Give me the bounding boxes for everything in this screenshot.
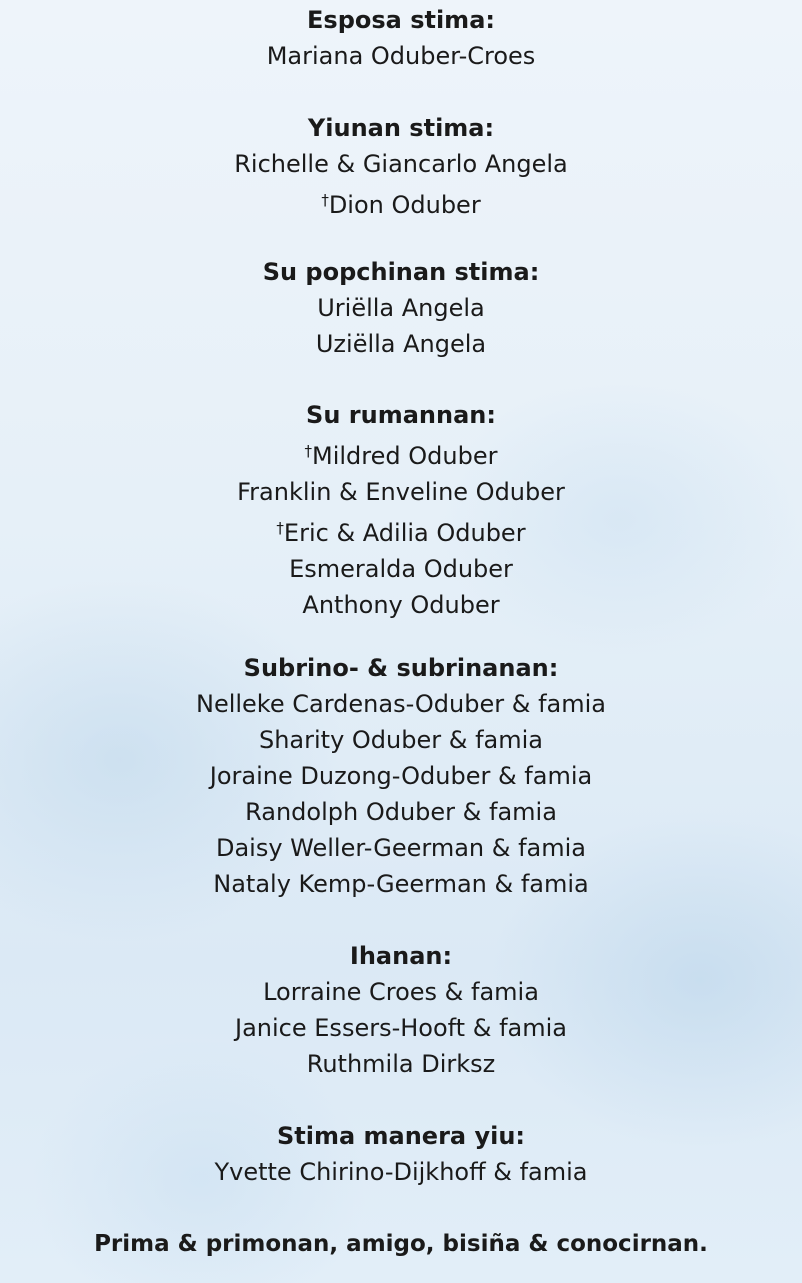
name-line bbox=[0, 551, 802, 587]
dagger-mark: † bbox=[276, 519, 284, 537]
name-line bbox=[0, 326, 802, 362]
section-heading: Su rumannan: bbox=[306, 401, 496, 429]
closing-line: Prima & primonan, amigo, bisiña & conocirnan. bbox=[94, 1231, 708, 1257]
name-text: Sharity Oduber & famia bbox=[258, 726, 543, 754]
name-line bbox=[0, 830, 802, 866]
name-line bbox=[0, 1154, 802, 1190]
name-line bbox=[0, 587, 802, 623]
section-yiunan-stima bbox=[0, 110, 802, 223]
name-text: Daisy Weller-Geerman & famia bbox=[215, 834, 586, 862]
name-line bbox=[0, 474, 802, 510]
name-text: Mariana Oduber-Croes bbox=[266, 42, 536, 70]
name-text: Esmeralda Oduber bbox=[289, 555, 513, 583]
name-text: Janice Essers-Hooft & famia bbox=[235, 1014, 567, 1042]
section-su-popchinan-stima bbox=[0, 254, 802, 362]
name-text: Franklin & Enveline Oduber bbox=[237, 478, 565, 506]
dagger-mark: † bbox=[304, 442, 313, 460]
section-heading: Ihanan: bbox=[349, 942, 453, 970]
section-heading: Yiunan stima: bbox=[307, 114, 495, 142]
section-heading: Stima manera yiu: bbox=[276, 1122, 526, 1150]
name-line bbox=[0, 1046, 802, 1082]
name-text: Anthony Oduber bbox=[302, 591, 500, 619]
name-line bbox=[0, 182, 802, 223]
dagger-mark: † bbox=[321, 191, 329, 209]
section-subrino-subrinanan bbox=[0, 650, 802, 902]
section-stima-manera-yiu bbox=[0, 1118, 802, 1190]
name-text: Randolph Oduber & famia bbox=[245, 798, 557, 826]
name-line bbox=[0, 794, 802, 830]
section-heading: Su popchinan stima: bbox=[262, 258, 540, 286]
name-text: Dion Oduber bbox=[328, 191, 481, 219]
name-line bbox=[0, 722, 802, 758]
section-ihanan bbox=[0, 938, 802, 1082]
name-text: Nataly Kemp-Geerman & famia bbox=[213, 870, 589, 898]
name-text: Uriëlla Angela bbox=[317, 294, 485, 322]
name-text: Nelleke Cardenas-Oduber & famia bbox=[195, 690, 606, 718]
name-line bbox=[0, 146, 802, 182]
section-heading: Esposa stima: bbox=[307, 6, 495, 34]
name-line bbox=[0, 758, 802, 794]
section-su-rumannan bbox=[0, 397, 802, 623]
name-text: Richelle & Giancarlo Angela bbox=[234, 150, 568, 178]
name-line bbox=[0, 686, 802, 722]
name-line bbox=[0, 433, 802, 474]
name-text: Eric & Adilia Oduber bbox=[283, 519, 526, 547]
name-text: Mildred Oduber bbox=[312, 442, 498, 470]
section-esposa-stima bbox=[0, 2, 802, 74]
name-text: Ruthmila Dirksz bbox=[306, 1050, 496, 1078]
name-text: Yvette Chirino-Dijkhoff & famia bbox=[214, 1158, 588, 1186]
name-line bbox=[0, 510, 802, 551]
name-line bbox=[0, 866, 802, 902]
closing-line-section bbox=[0, 1226, 802, 1262]
name-line bbox=[0, 974, 802, 1010]
name-line bbox=[0, 1010, 802, 1046]
name-text: Lorraine Croes & famia bbox=[263, 978, 539, 1006]
name-text: Joraine Duzong-Oduber & famia bbox=[209, 762, 593, 790]
name-text: Uziëlla Angela bbox=[315, 330, 487, 358]
name-line bbox=[0, 290, 802, 326]
name-line bbox=[0, 38, 802, 74]
section-heading: Subrino- & subrinanan: bbox=[243, 654, 559, 682]
